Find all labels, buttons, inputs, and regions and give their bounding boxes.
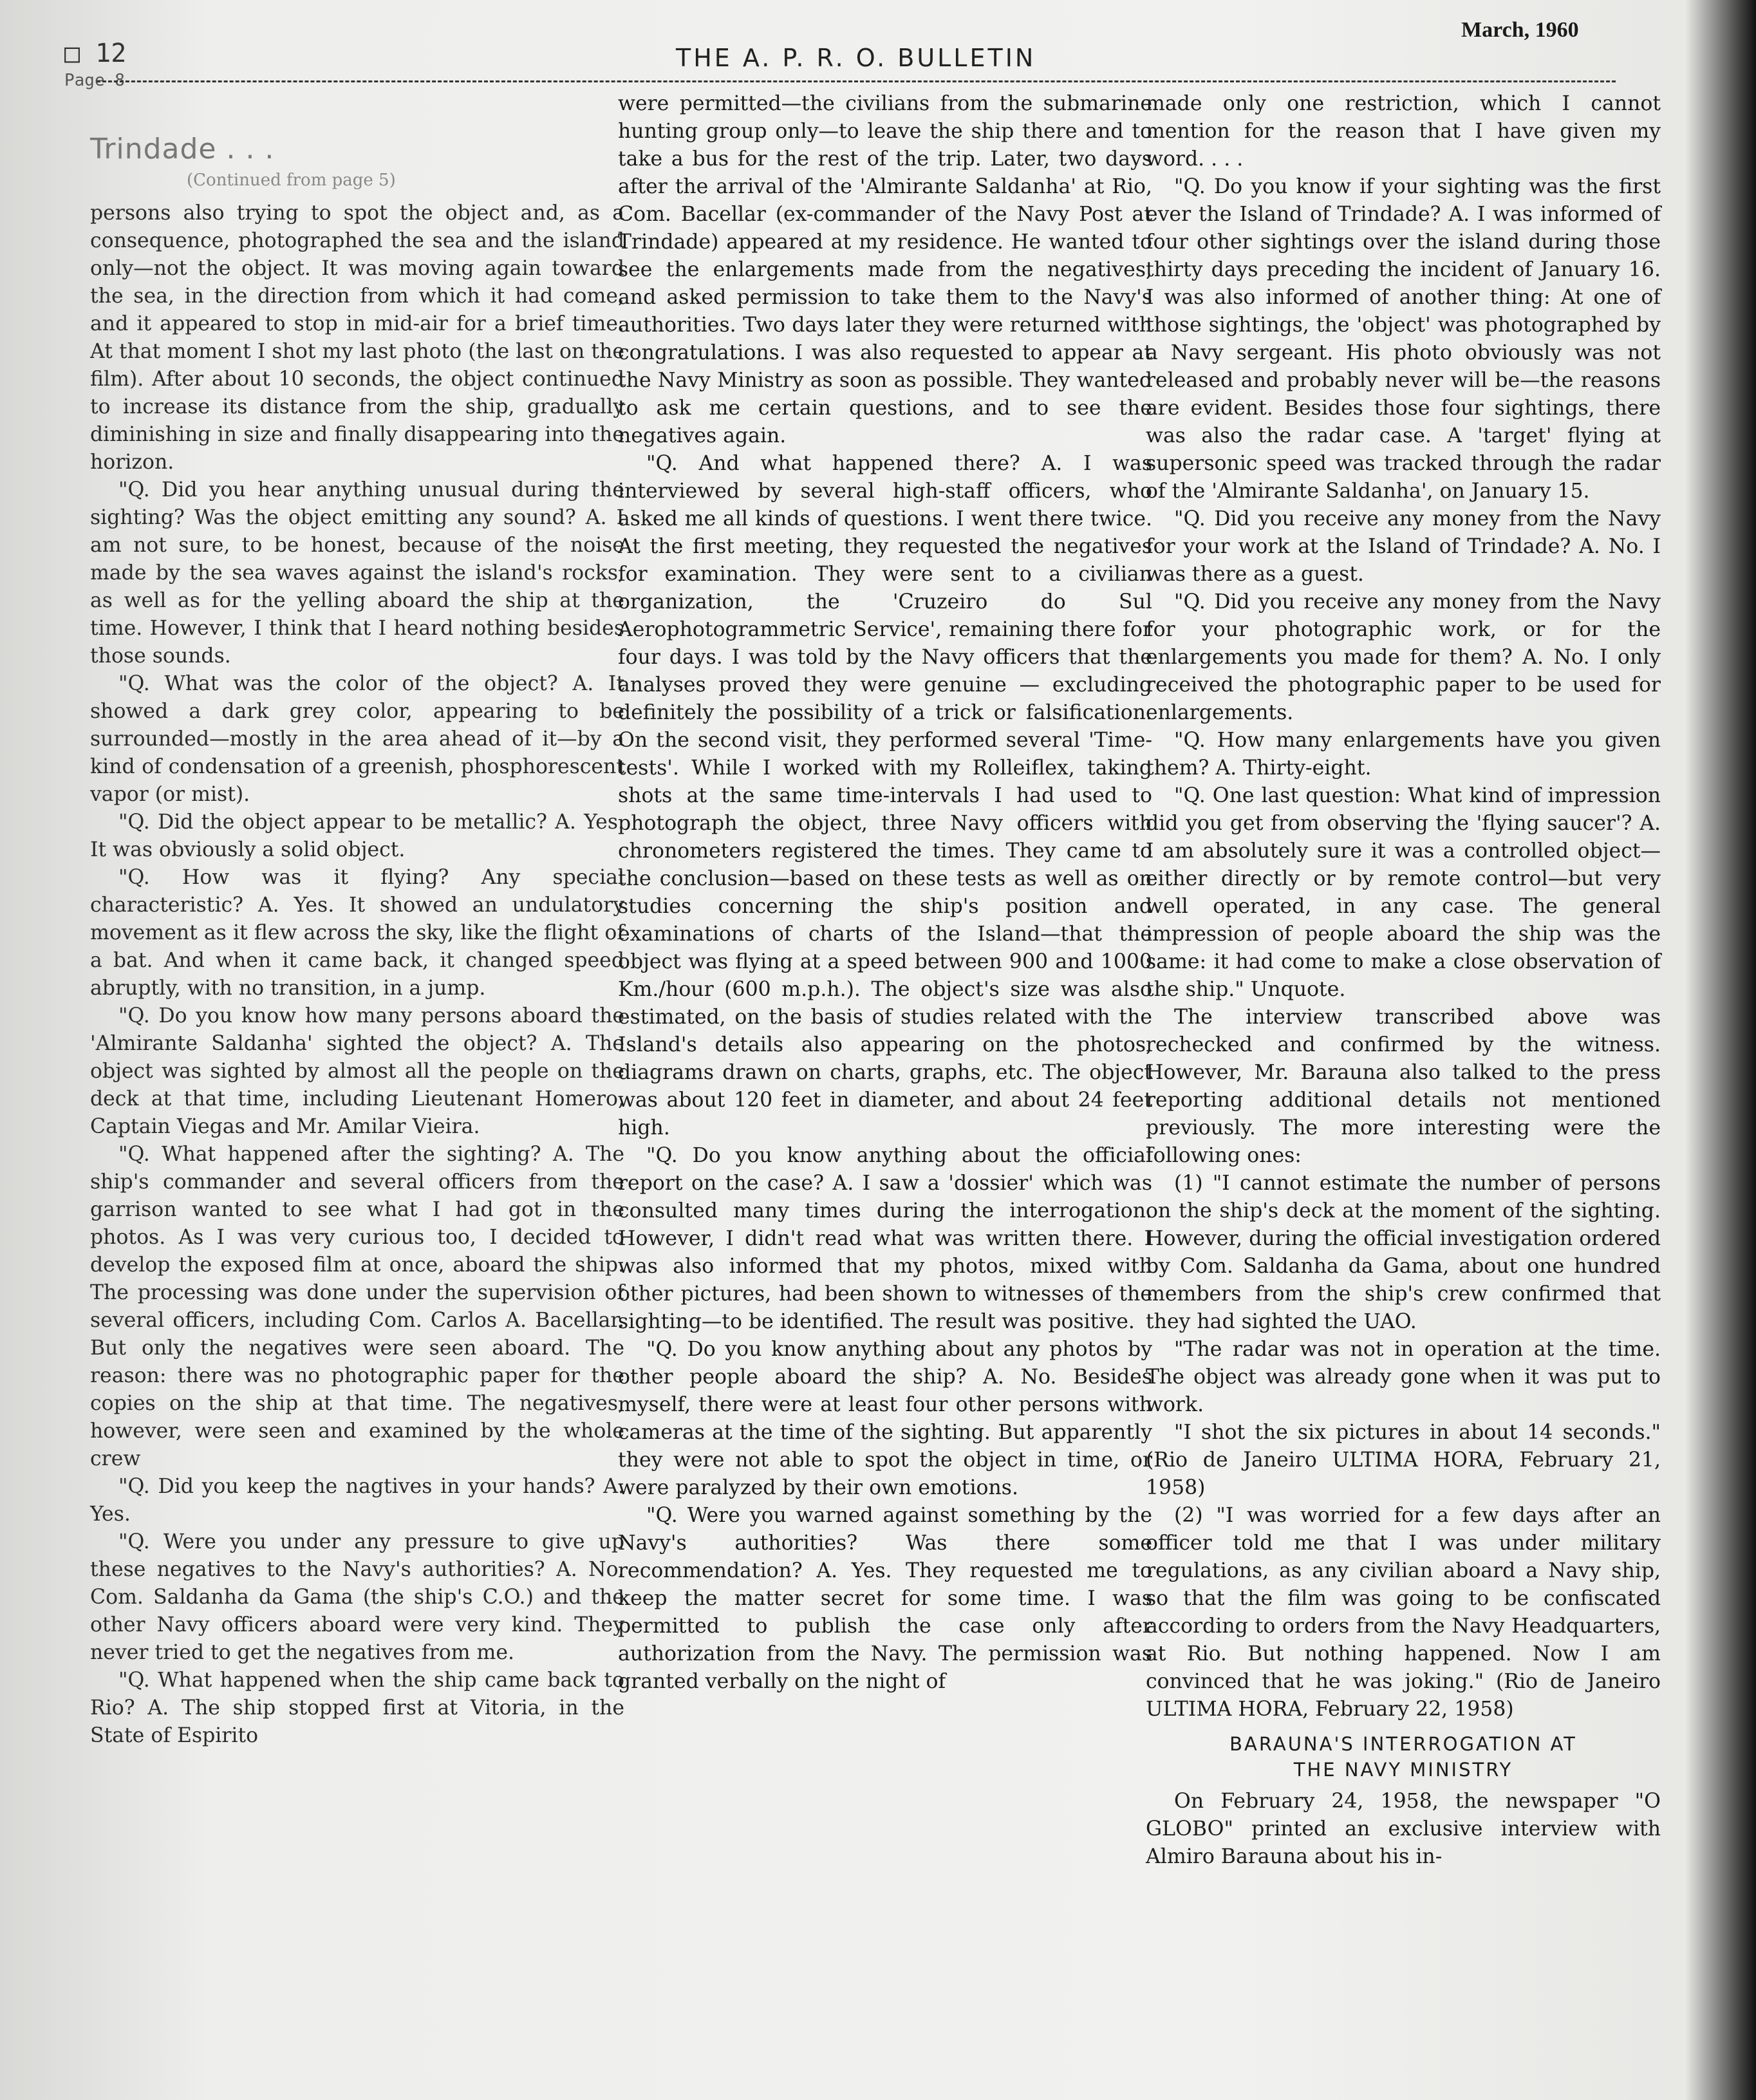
paragraph: On February 24, 1958, the newspaper "O GLOBO" printed an exclusive interview with Almiro Barauna about his in- bbox=[1146, 1790, 1661, 1868]
paragraph: "Q. How was it flying? Any special characteristic? A. Yes. It showed an undulatory movement as it flew across the sky, like the flight of a bat. And when it came back, it changed speed abruptly, with no transition, in a jump. bbox=[90, 866, 624, 1000]
paragraph: "Q. Did you receive any money from the Navy for your photographic work, or for the enlargements you made for them? A. No. I only received the photographic paper to be used for enlargements. bbox=[1146, 590, 1661, 724]
page-edge-shadow bbox=[1685, 0, 1756, 2100]
paragraph: "The radar was not in operation at the time. The object was already gone when it was put to work. bbox=[1146, 1338, 1661, 1416]
section-heading bbox=[1146, 1731, 1661, 1783]
bulletin-title: THE A. P. R. O. BULLETIN bbox=[676, 44, 1036, 72]
paragraph: "Q. Did you receive any money from the Navy for your work at the Island of Trindade? A. No. I was there as a guest. bbox=[1146, 507, 1661, 586]
paragraph: "Q. Were you warned against something by the Navy's authorities? Was there some recommendation? A. Yes. They requested me to keep the matter secret for some time. I was permitted to publish the case only after authorization from the Navy. The permission was granted verbally on the night of bbox=[618, 1504, 1152, 1693]
paragraph: "Q. Did the object appear to be metallic? A. Yes. It was obviously a solid object. bbox=[90, 811, 624, 861]
column-1 bbox=[90, 90, 624, 1750]
paragraph: (1) "I cannot estimate the number of persons on the ship's deck at the moment of the sighting. However, during the official investigation ordered by Com. Saldanha da Gama, about one hundred members from the ship's crew confirmed that they had sighted the UAO. bbox=[1146, 1172, 1661, 1333]
continued-note: (Continued from page 5) bbox=[187, 171, 396, 190]
paragraph: "Q. Do you know anything about the official report on the case? A. I saw a 'dossier' which was consulted many times during the interrogation. However, I didn't read what was written there. I was also informed that my photos, mixed with other pictures, had been shown to witnesses of the sighting—to be identified. The result was positive. bbox=[618, 1144, 1152, 1333]
paragraph: "Q. Did you hear anything unusual during the sighting? Was the object emitting any sound? A. I am not sure, to be honest, because of the noise made by the sea waves against the island's rocks, as well as for the yelling aboard the ship at the time. However, I think that I heard nothing besides those sounds. bbox=[90, 478, 624, 668]
corner-marks: □ 12 bbox=[64, 39, 127, 68]
paragraph: "Q. One last question: What kind of impression did you get from observing the 'flying saucer'? A. I am absolutely sure it was a controlled object—either directly or by remote control—but very well operated, in any case. The general impression of people aboard the ship was the same: it had come to make a close observation of the ship." Unquote. bbox=[1146, 784, 1661, 1001]
paragraph: "I shot the six pictures in about 14 seconds." (Rio de Janeiro ULTIMA HORA, February 21, 1958) bbox=[1146, 1421, 1661, 1499]
header-rule bbox=[97, 80, 1616, 82]
page-number: Page 8 bbox=[64, 71, 125, 90]
column-2 bbox=[618, 90, 1152, 1696]
column-3 bbox=[1146, 90, 1661, 1871]
paragraph: "Q. Did you keep the nagtives in your hands? A. Yes. bbox=[90, 1475, 624, 1526]
paragraph: "Q. Do you know if your sighting was the first ever the Island of Trindade? A. I was informed of four other sightings over the island during those thirty days preceding the incident of January 16. I was also informed of another thing: At one of those sightings, the 'object' was photographed by a Navy sergeant. His photo obviously was not released and probably never will be—the reasons are evident. Besides those four sightings, there was also the radar case. A 'target' flying at supersonic speed was tracked through the radar of the 'Almirante Saldanha', on January 15. bbox=[1146, 175, 1661, 503]
paragraph: The interview transcribed above was rechecked and confirmed by the witness. However, Mr. Barauna also talked to the press reporting additional details not mentioned previously. The more interesting were the following ones: bbox=[1146, 1006, 1661, 1167]
paragraph: "Q. What happened when the ship came back to Rio? A. The ship stopped first at Vitoria, in the State of Espirito bbox=[90, 1669, 624, 1747]
paragraph: "Q. What was the color of the object? A. It showed a dark grey color, appearing to be surrounded—mostly in the area ahead of it—by a kind of condensation of a greenish, phosphorescent vapor (or mist). bbox=[90, 672, 624, 806]
paragraph: "Q. Do you know how many persons aboard the 'Almirante Saldanha' sighted the object? A. The object was sighted by almost all the people on the deck at that time, including Lieutenant Homero, Captain Viegas and Mr. Amilar Vieira. bbox=[90, 1004, 624, 1138]
issue-date: March, 1960 bbox=[1461, 18, 1579, 42]
section-heading-line-2: THE NAVY MINISTRY bbox=[1293, 1759, 1513, 1781]
paragraph: were permitted—the civilians from the submarine hunting group only—to leave the ship there and to take a bus for the rest of the trip. Later, two days after the arrival of the 'Almirante Saldanha' at Rio, Com. Bacellar (ex-commander of the Navy Post at Trindade) appeared at my residence. He wanted to see the enlargements made from the negatives, and asked permission to take them to the Navy's authorities. Two days later they were returned with congratulations. I was also requested to appear at the Navy Ministry as soon as possible. They wanted to ask me certain questions, and to see the negatives again. bbox=[618, 92, 1152, 447]
section-heading-line-1: BARAUNA'S INTERROGATION AT bbox=[1229, 1733, 1577, 1755]
paragraph: "Q. What happened after the sighting? A. The ship's commander and several officers from the garrison wanted to see what I had got in the photos. As I was very curious too, I decided to develop the exposed film at once, aboard the ship. The processing was done under the supervision of several officers, including Com. Carlos A. Bacellar. But only the negatives were seen aboard. The reason: there was no photographic paper for the copies on the ship at that time. The negatives, however, were seen and examined by the whole crew bbox=[90, 1143, 624, 1470]
paragraph: "Q. How many enlargements have you given them? A. Thirty-eight. bbox=[1146, 729, 1661, 780]
paragraph: persons also trying to spot the object and, as a consequence, photographed the sea and the island only—not the object. It was moving again toward the sea, in the direction from which it had come, and it appeared to stop in mid-air for a brief time. At that moment I shot my last photo (the last on the film). After about 10 seconds, the object continued to increase its distance from the ship, gradually diminishing in size and finally disappearing into the horizon. bbox=[90, 202, 624, 474]
paragraph: "Q. Do you know anything about any photos by other people aboard the ship? A. No. Besides myself, there were at least four other persons with cameras at the time of the sighting. But apparently they were not able to spot the object in time, or were paralyzed by their own emotions. bbox=[618, 1338, 1152, 1499]
article-heading: Trindade . . . bbox=[90, 133, 275, 165]
paragraph: "Q. And what happened there? A. I was interviewed by several high-staff officers, who asked me all kinds of questions. I went there twice. At the first meeting, they requested the negatives for examination. They were sent to a civilian organization, the 'Cruzeiro do Sul Aerophotogrammetric Service', remaining there for four days. I was told by the Navy officers that the analyses proved they were genuine — excluding definitely the possibility of a trick or falsification. On the second visit, they performed several 'Time-tests'. While I worked with my Rolleiflex, taking shots at the same time-intervals I had used to photograph the object, three Navy officers with chronometers registered the times. They came to the conclusion—based on these tests as well as on studies concerning the ship's position and examinations of charts of the Island—that the object was flying at a speed between 900 and 1000 Km./hour (600 m.p.h.). The object's size was also estimated, on the basis of studies related with the Island's details also appearing on the photos, diagrams drawn on charts, graphs, etc. The object was about 120 feet in diameter, and about 24 feet high. bbox=[618, 452, 1152, 1139]
paragraph: made only one restriction, which I cannot mention for the reason that I have given my word. . . . bbox=[1146, 92, 1661, 171]
page-header bbox=[58, 13, 1603, 90]
paragraph: (2) "I was worried for a few days after an officer told me that I was under military regulations, as any civilian aboard a Navy ship, so that the film was going to be confiscated according to orders from the Navy Headquarters, at Rio. But nothing happened. Now I am convinced that he was joking." (Rio de Janeiro ULTIMA HORA, February 22, 1958) bbox=[1146, 1504, 1661, 1721]
paragraph: "Q. Were you under any pressure to give up these negatives to the Navy's authorities? A. No. Com. Saldanha da Gama (the ship's C.O.) and the other Navy officers aboard were very kind. They never tried to get the negatives from me. bbox=[90, 1530, 624, 1664]
